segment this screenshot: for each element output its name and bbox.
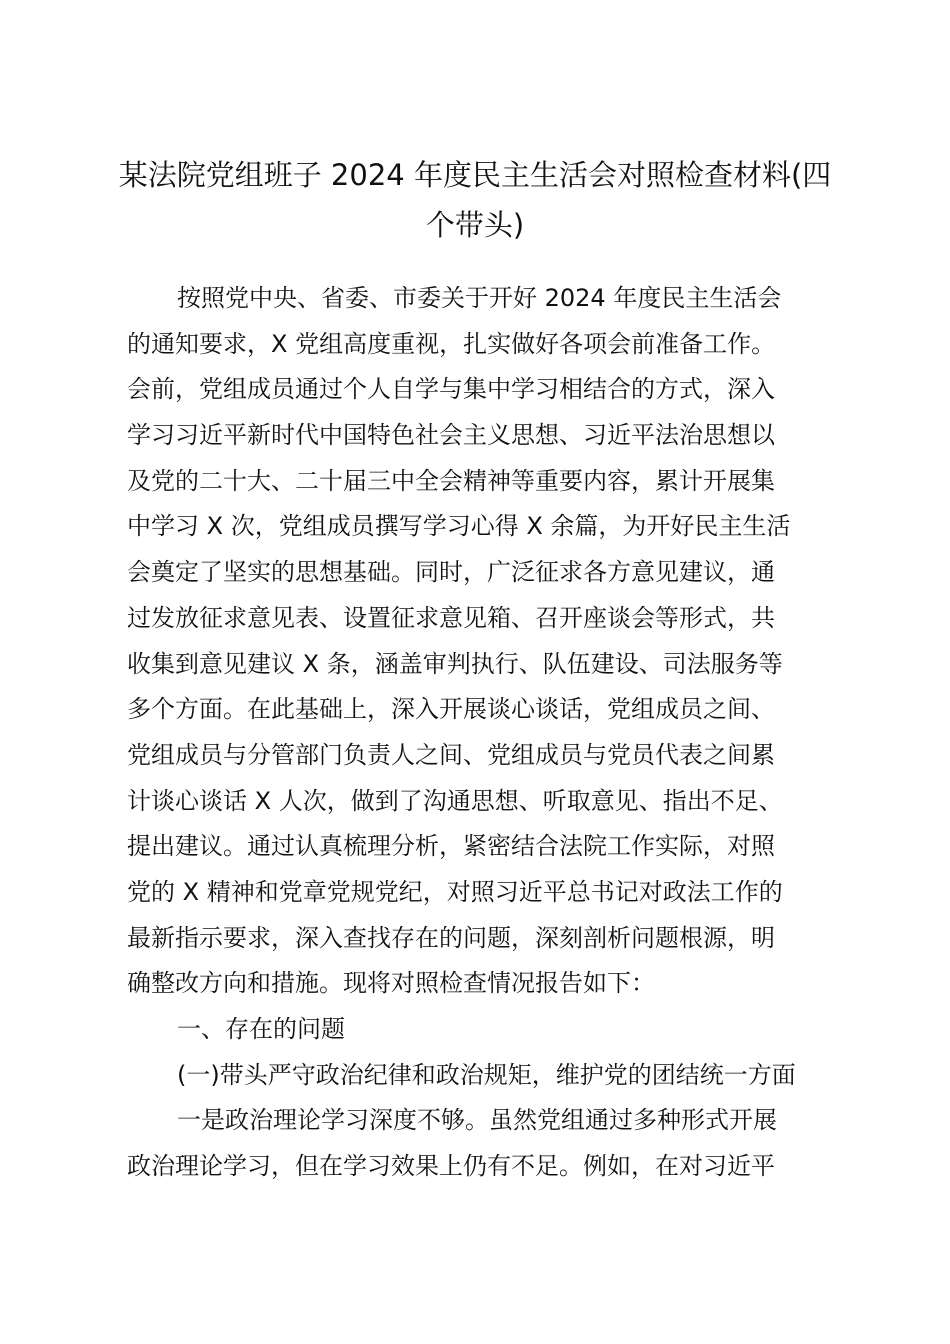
body-line: 多个方面。在此基础上，深入开展谈心谈话，党组成员之间、 (127, 695, 775, 724)
body-line: 收集到意见建议 X 条，涵盖审判执行、队伍建设、司法服务等 (127, 649, 783, 678)
body-line: 确整改方向和措施。现将对照检查情况报告如下： (127, 969, 655, 998)
body-line: 一、存在的问题 (177, 1015, 345, 1043)
body-line: 最新指示要求，深入查找存在的问题，深刻剖析问题根源，明 (127, 923, 775, 952)
document-title (110, 150, 840, 250)
body-line: 一是政治理论学习深度不够。虽然党组通过多种形式开展 (177, 1106, 777, 1135)
title-line: 某法院党组班子 2024 年度民主生活会对照检查材料(四 (118, 158, 832, 192)
document-body (127, 276, 827, 1190)
body-line: 会前，党组成员通过个人自学与集中学习相结合的方式，深入 (127, 375, 775, 404)
body-line: (一)带头严守政治纪律和政治规矩，维护党的团结统一方面 (177, 1060, 796, 1089)
body-line: 按照党中央、省委、市委关于开好 2024 年度民主生活会 (177, 284, 782, 312)
body-line: 政治理论学习，但在学习效果上仍有不足。例如，在对习近平 (127, 1152, 775, 1181)
title-line: 个带头) (425, 208, 525, 242)
body-line: 的通知要求，X 党组高度重视，扎实做好各项会前准备工作。 (127, 329, 776, 358)
body-line: 党组成员与分管部门负责人之间、党组成员与党员代表之间累 (127, 740, 775, 769)
body-line: 及党的二十大、二十届三中全会精神等重要内容，累计开展集 (127, 466, 775, 495)
body-line: 会奠定了坚实的思想基础。同时，广泛征求各方意见建议，通 (127, 558, 775, 587)
body-line: 中学习 X 次，党组成员撰写学习心得 X 余篇，为开好民主生活 (127, 512, 791, 541)
body-line: 提出建议。通过认真梳理分析，紧密结合法院工作实际，对照 (127, 832, 775, 861)
body-line: 学习习近平新时代中国特色社会主义思想、习近平法治思想以 (127, 421, 775, 450)
body-line: 过发放征求意见表、设置征求意见箱、召开座谈会等形式，共 (127, 603, 775, 632)
body-line: 党的 X 精神和党章党规党纪，对照习近平总书记对政法工作的 (127, 877, 783, 906)
body-line: 计谈心谈话 X 人次，做到了沟通思想、听取意见、指出不足、 (127, 786, 783, 815)
